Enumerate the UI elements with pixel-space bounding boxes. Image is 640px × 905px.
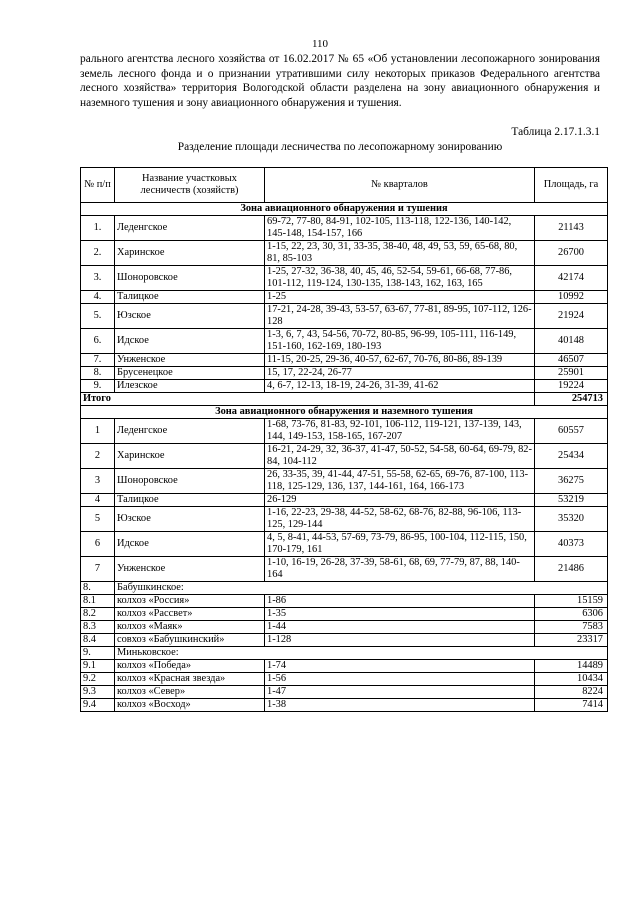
cell-num: 4: [81, 494, 115, 507]
table-caption: Разделение площади лесничества по лесопожарному зонированию: [177, 141, 503, 153]
cell-name: совхоз «Бабушкинский»: [115, 634, 265, 647]
table-row: [81, 673, 608, 686]
cell-num: 3: [81, 469, 115, 494]
table-row: [81, 507, 608, 532]
total-label: Итого: [81, 393, 535, 406]
table-row: [81, 660, 608, 673]
cell-area: 7414: [535, 699, 608, 712]
cell-area: 10992: [535, 291, 608, 304]
cell-quarters: 1-44: [265, 621, 535, 634]
table-row: [81, 216, 608, 241]
table-row: [81, 291, 608, 304]
group8-body: [81, 595, 608, 647]
cell-name: Идское: [115, 329, 265, 354]
cell-num: 1: [81, 419, 115, 444]
zone2-body: [81, 419, 608, 582]
cell-quarters: 1-25, 27-32, 36-38, 40, 45, 46, 52-54, 59-61, 66-68, 77-86, 101-112, 119-124, 130-135, 138-143, 162, 163, 165: [265, 266, 535, 291]
cell-quarters: 1-56: [265, 673, 535, 686]
cell-area: 46507: [535, 354, 608, 367]
group9-body: [81, 660, 608, 712]
cell-quarters: 1-74: [265, 660, 535, 673]
cell-quarters: 1-38: [265, 699, 535, 712]
cell-area: 35320: [535, 507, 608, 532]
cell-area: 10434: [535, 673, 608, 686]
cell-num: 7: [81, 557, 115, 582]
cell-quarters: 1-25: [265, 291, 535, 304]
cell-area: 15159: [535, 595, 608, 608]
cell-area: 36275: [535, 469, 608, 494]
cell-quarters: 1-68, 73-76, 81-83, 92-101, 106-112, 119-121, 137-139, 143, 144, 149-153, 158-165, 167-207: [265, 419, 535, 444]
zone-heading-row: [81, 406, 608, 419]
total-area: 254713: [535, 393, 608, 406]
cell-num: 8.4: [81, 634, 115, 647]
group-row: [81, 582, 608, 595]
total-row: [81, 393, 608, 406]
cell-name: Илезское: [115, 380, 265, 393]
cell-name: колхоз «Восход»: [115, 699, 265, 712]
intro-paragraph: рального агентства лесного хозяйства от 16.02.2017 № 65 «Об установлении лесопожарного зонирования земель лесного фонда и о признании утратившими силу некоторых приказов Федерального агентства лесного хозяйства» территория Вологодской области разделена на зону авиационного обнаружения и наземного тушения и зону авиационного обнаружения и тушения.: [80, 53, 600, 109]
table-row: [81, 595, 608, 608]
cell-name: Брусенецкое: [115, 367, 265, 380]
cell-area: 40373: [535, 532, 608, 557]
cell-area: 53219: [535, 494, 608, 507]
cell-num: 9.2: [81, 673, 115, 686]
table-row: [81, 494, 608, 507]
cell-quarters: 11-15, 20-25, 29-36, 40-57, 62-67, 70-76, 80-86, 89-139: [265, 354, 535, 367]
table-row: [81, 354, 608, 367]
cell-num: 5.: [81, 304, 115, 329]
cell-name: Леденгское: [115, 419, 265, 444]
cell-area: 26700: [535, 241, 608, 266]
cell-num: 9.1: [81, 660, 115, 673]
table-row: [81, 241, 608, 266]
cell-name: Талицкое: [115, 291, 265, 304]
cell-name: Шоноровское: [115, 469, 265, 494]
cell-quarters: 15, 17, 22-24, 26-77: [265, 367, 535, 380]
table-row: [81, 367, 608, 380]
cell-name: колхоз «Маяк»: [115, 621, 265, 634]
cell-quarters: 4, 6-7, 12-13, 18-19, 24-26, 31-39, 41-62: [265, 380, 535, 393]
table-row: [81, 686, 608, 699]
cell-name: Шоноровское: [115, 266, 265, 291]
cell-num: 2.: [81, 241, 115, 266]
cell-area: 40148: [535, 329, 608, 354]
cell-num: 8.1: [81, 595, 115, 608]
cell-num: 6: [81, 532, 115, 557]
table-row: [81, 634, 608, 647]
cell-name: Харинское: [115, 444, 265, 469]
cell-name: Юзское: [115, 304, 265, 329]
cell-quarters: 16-21, 24-29, 32, 36-37, 41-47, 50-52, 54-58, 60-64, 69-79, 82-84, 104-112: [265, 444, 535, 469]
table-row: [81, 329, 608, 354]
cell-name: Идское: [115, 532, 265, 557]
header-quarters: № кварталов: [265, 168, 535, 203]
zoning-table: [80, 167, 608, 712]
cell-num: 9.4: [81, 699, 115, 712]
table-row: [81, 469, 608, 494]
table-row: [81, 380, 608, 393]
cell-num: 8.: [81, 367, 115, 380]
cell-area: 14489: [535, 660, 608, 673]
zone1-body: [81, 216, 608, 393]
cell-quarters: 26-129: [265, 494, 535, 507]
cell-area: 25434: [535, 444, 608, 469]
cell-area: 6306: [535, 608, 608, 621]
cell-area: 42174: [535, 266, 608, 291]
zone-heading: Зона авиационного обнаружения и наземного тушения: [81, 406, 608, 419]
cell-quarters: 1-16, 22-23, 29-38, 44-52, 58-62, 68-76, 82-88, 96-106, 113-125, 129-144: [265, 507, 535, 532]
cell-quarters: 4, 5, 8-41, 44-53, 57-69, 73-79, 86-95, 100-104, 112-115, 150, 170-179, 161: [265, 532, 535, 557]
group-name: Миньковское:: [115, 647, 608, 660]
cell-name: Юзское: [115, 507, 265, 532]
cell-quarters: 1-10, 16-19, 26-28, 37-39, 58-61, 68, 69, 77-79, 87, 88, 140-164: [265, 557, 535, 582]
cell-quarters: 1-47: [265, 686, 535, 699]
group-row: [81, 647, 608, 660]
cell-name: колхоз «Рассвет»: [115, 608, 265, 621]
cell-quarters: 1-35: [265, 608, 535, 621]
cell-num: 1.: [81, 216, 115, 241]
table-row: [81, 608, 608, 621]
cell-num: 8.2: [81, 608, 115, 621]
group-num: 9.: [81, 647, 115, 660]
group-num: 8.: [81, 582, 115, 595]
table-header-row: [81, 168, 608, 203]
cell-name: Унженское: [115, 557, 265, 582]
cell-name: Талицкое: [115, 494, 265, 507]
zone-heading-row: [81, 203, 608, 216]
cell-quarters: 1-128: [265, 634, 535, 647]
cell-quarters: 26, 33-35, 39, 41-44, 47-51, 55-58, 62-65, 69-76, 87-100, 113-118, 125-129, 136, 137, 144-161, 164, 166-173: [265, 469, 535, 494]
cell-quarters: 1-86: [265, 595, 535, 608]
group-name: Бабушкинское:: [115, 582, 608, 595]
cell-num: 6.: [81, 329, 115, 354]
header-num: № п/п: [81, 168, 115, 203]
cell-num: 3.: [81, 266, 115, 291]
cell-num: 4.: [81, 291, 115, 304]
page-number: 110: [311, 38, 329, 50]
cell-name: Леденгское: [115, 216, 265, 241]
cell-num: 7.: [81, 354, 115, 367]
table-row: [81, 532, 608, 557]
header-name: Название участковых лесничеств (хозяйств): [115, 168, 265, 203]
cell-quarters: 1-3, 6, 7, 43, 54-56, 70-72, 80-85, 96-99, 105-111, 116-149, 151-160, 162-169, 180-193: [265, 329, 535, 354]
table-row: [81, 444, 608, 469]
cell-num: 5: [81, 507, 115, 532]
cell-name: колхоз «Север»: [115, 686, 265, 699]
cell-quarters: 1-15, 22, 23, 30, 31, 33-35, 38-40, 48, 49, 53, 59, 65-68, 80, 81, 85-103: [265, 241, 535, 266]
table-row: [81, 304, 608, 329]
zone-heading: Зона авиационного обнаружения и тушения: [81, 203, 608, 216]
cell-area: 21486: [535, 557, 608, 582]
cell-num: 2: [81, 444, 115, 469]
header-area: Площадь, га: [535, 168, 608, 203]
cell-name: колхоз «Россия»: [115, 595, 265, 608]
cell-name: колхоз «Победа»: [115, 660, 265, 673]
cell-area: 23317: [535, 634, 608, 647]
cell-name: колхоз «Красная звезда»: [115, 673, 265, 686]
cell-area: 7583: [535, 621, 608, 634]
cell-name: Харинское: [115, 241, 265, 266]
table-row: [81, 621, 608, 634]
cell-area: 60557: [535, 419, 608, 444]
cell-area: 8224: [535, 686, 608, 699]
table-label: Таблица 2.17.1.3.1: [511, 126, 600, 138]
cell-name: Унженское: [115, 354, 265, 367]
cell-area: 25901: [535, 367, 608, 380]
cell-num: 8.3: [81, 621, 115, 634]
cell-num: 9.: [81, 380, 115, 393]
cell-area: 21143: [535, 216, 608, 241]
cell-quarters: 69-72, 77-80, 84-91, 102-105, 113-118, 122-136, 140-142, 145-148, 154-157, 166: [265, 216, 535, 241]
table-row: [81, 266, 608, 291]
cell-area: 19224: [535, 380, 608, 393]
cell-quarters: 17-21, 24-28, 39-43, 53-57, 63-67, 77-81, 89-95, 107-112, 126-128: [265, 304, 535, 329]
cell-area: 21924: [535, 304, 608, 329]
cell-num: 9.3: [81, 686, 115, 699]
table-row: [81, 419, 608, 444]
table-row: [81, 557, 608, 582]
table-row: [81, 699, 608, 712]
